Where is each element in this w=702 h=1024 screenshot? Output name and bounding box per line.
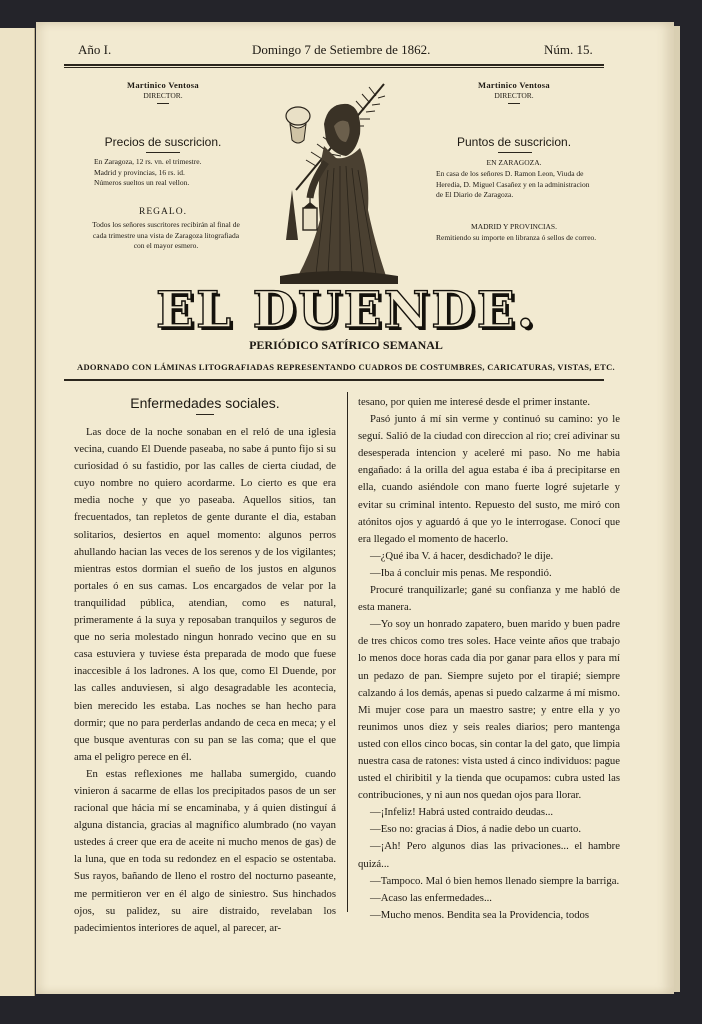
- masthead-tagline: ADORNADO CON LÁMINAS LITOGRAFIADAS REPRESENTANDO CUADROS DE COSTUMBRES, CARICATURAS, VISTAS, ETC.: [77, 362, 615, 372]
- issue-date: Domingo 7 de Setiembre de 1862.: [252, 42, 431, 57]
- page-stack-edge: [674, 26, 680, 992]
- masthead-subtitle: PERIÓDICO SATÍRICO SEMANAL: [249, 338, 443, 352]
- paragraph: —Yo soy un honrado zapatero, buen marido y buen padre de tres chicos como tres soles. Hace veinte años que trabajo lo menos doce horas cada dia por ganar para ellos y para mí un pedazo de pan. Siempre sujeto por el tirapié; siempre calzando á los demás, apenas si puedo calzarme á mí mismo. Mi mujer cose para un maestro sastre; y entre ella y yo reunimos unos diez y seis reales diarios; pero mantenga usted con ellos cinco bocas, sin contar la del gato, que limpia nuestra casa de ratones: vista usted á cinco individuos: pague usted el chiribitil y la tienda que ocupamos: cubra usted las contribuciones, y ni aun nos quedan ojos para llorar.: [358, 618, 620, 802]
- zaragoza-text: En casa de los señores D. Ramon Leon, Viuda de Heredia, D. Miguel Casañez y en la administracion de El Diario de Zaragoza.: [436, 169, 590, 199]
- divider: [157, 103, 169, 104]
- provinces-label: MADRID Y PROVINCIAS.: [471, 222, 557, 231]
- paragraph: —Acaso las enfermedades...: [370, 891, 492, 904]
- paragraph: tesano, por quien me interesé desde el primer instante.: [358, 396, 591, 408]
- paragraph: Las doce de la noche sonaban en el reló de una iglesia vecina, cuando El Duende paseaba, no sabe á punto fijo si su curiosidad ó su fastidio, por las calles de cierta ciudad, de cuyo nombre no quiero acordarme. Lo cierto es que era media noche y que yo paseaba. Aquellos sitios, tan frecuentados, tan repletos de gente durante el dia, estaban solitarios, desiertos en aquel momento: algunos perros ahullando hacian las veces de los serenos y de los vigilantes; mientras estos dormian el sueño de los justos en algunos portales ó en sus camas. Los encargados de velar por la tranquilidad pública, atendian, como es natural, primeramente á la suya y reposaban tranquilos y seguros de que no seria molestado ningun honrado vecino que en su casa estuviera y tuviese ésta preparada de modo que fuese inaccesible á los ladrones. A los que, como El Duende, por las calles anduviesen, si algo desagradable les acontecia, bien merecido les estaba. Las noches se han hecho para dormir; que no para perderlas andando de ceca en meca; y el que busque aventuras con su pan se las coma; que el que ama el peligro perece en él.: [74, 426, 336, 763]
- masthead-title: EL DUENDE.: [155, 280, 537, 339]
- article-column-right: [358, 394, 620, 924]
- prices-title: Precios de suscricion.: [104, 135, 222, 149]
- director-title: DIRECTOR.: [494, 91, 534, 100]
- issue-year: Año I.: [78, 42, 112, 57]
- article-column-left: [74, 424, 336, 937]
- director-name: Martinico Ventosa: [478, 80, 550, 90]
- newspaper-page: [36, 22, 674, 994]
- column-rule: [347, 392, 348, 912]
- price-line: En Zaragoza, 12 rs. vn. el trimestre.: [94, 157, 202, 166]
- price-line: Madrid y provincias, 16 rs. id.: [94, 167, 185, 177]
- paragraph: —¡Ah! Pero algunos dias las privaciones... el hambre quizá...: [358, 840, 620, 870]
- left-director-block: [78, 80, 248, 104]
- paragraph: —Tampoco. Mal ó bien hemos llenado siempre la barriga.: [370, 874, 620, 887]
- right-director-block: [422, 80, 606, 104]
- paragraph: Procuré tranquilizarle; gané su confianza y me habló de esta manera.: [358, 584, 620, 614]
- provinces-text: Remitiendo su importe en libranza ó sellos de correo.: [436, 233, 597, 242]
- zaragoza-label: EN ZARAGOZA.: [486, 158, 542, 167]
- masthead-rule: [64, 379, 604, 381]
- issue-number: Núm. 15.: [544, 42, 593, 57]
- paragraph: Pasó junto á mí sin verme y continuó su camino: yo le seguí. Salió de la ciudad con direccion al rio; creí adivinar su desesperada intencion y aceleré mi paso. No me habia engañado: á la orilla del agua estaba é iba á precipitarse en ella, cuando asiéndole con mano fuerte logré sujetarle y evitar su criminal intento. Repuesto del susto, me miró con atónitos ojos y aguardó á que yo le interrogase. Conocí que era llegado el momento de hacerlo.: [358, 413, 620, 545]
- points-title: Puntos de suscricion.: [456, 135, 572, 149]
- paragraph: —¿Qué iba V. á hacer, desdichado? le dije.: [370, 549, 554, 562]
- gift-title: REGALO.: [139, 207, 187, 217]
- director-name: Martinico Ventosa: [127, 80, 199, 90]
- paragraph: —Eso no: gracias á Dios, á nadie debo un cuarto.: [370, 823, 582, 836]
- article-title: Enfermedades sociales.: [130, 395, 280, 411]
- gift-text: Todos los señores suscritores recibirán al final de cada trimestre una vista de Zaragoza litografiada con el mayor esmero.: [92, 220, 240, 250]
- title-divider: [196, 414, 214, 415]
- paragraph: —Iba á concluir mis penas. Me respondió.: [370, 566, 552, 579]
- prices-list: [94, 157, 254, 189]
- points-divider: [498, 152, 532, 153]
- prices-divider: [146, 152, 180, 153]
- paragraph: En estas reflexiones me hallaba sumergido, cuando vinieron á sacarme de ellas los precipitados pasos de un ser racional que hácia mí se encaminaba, y á quien distinguí á alguna distancia, gracias al magnífico alumbrado (no vayan ustedes á creer que era de aceite ni mucho menos de gas) de la luna, que en toda su redondez en el espacio se ostentaba. Sus rayos, bañando de lleno el rostro del nocturno paseante, me permitieron ver en él algo de siniestro. Sus hinchados ojos, su palidez, su aire distraido, revelaban los padecimientos interiores de aquel, al parecer, ar-: [74, 767, 336, 934]
- duende-engraving: [276, 70, 402, 288]
- header-rule: [64, 64, 604, 66]
- paragraph: —¡Infeliz! Habrá usted contraido deudas...: [370, 806, 554, 819]
- paragraph: —Mucho menos. Bendita sea la Providencia, todos: [370, 908, 590, 921]
- previous-page-edge: [0, 28, 35, 996]
- price-line: Números sueltos un real vellon.: [94, 178, 190, 187]
- director-title: DIRECTOR.: [143, 91, 183, 100]
- header-rule-thin: [64, 67, 604, 68]
- divider: [508, 103, 520, 104]
